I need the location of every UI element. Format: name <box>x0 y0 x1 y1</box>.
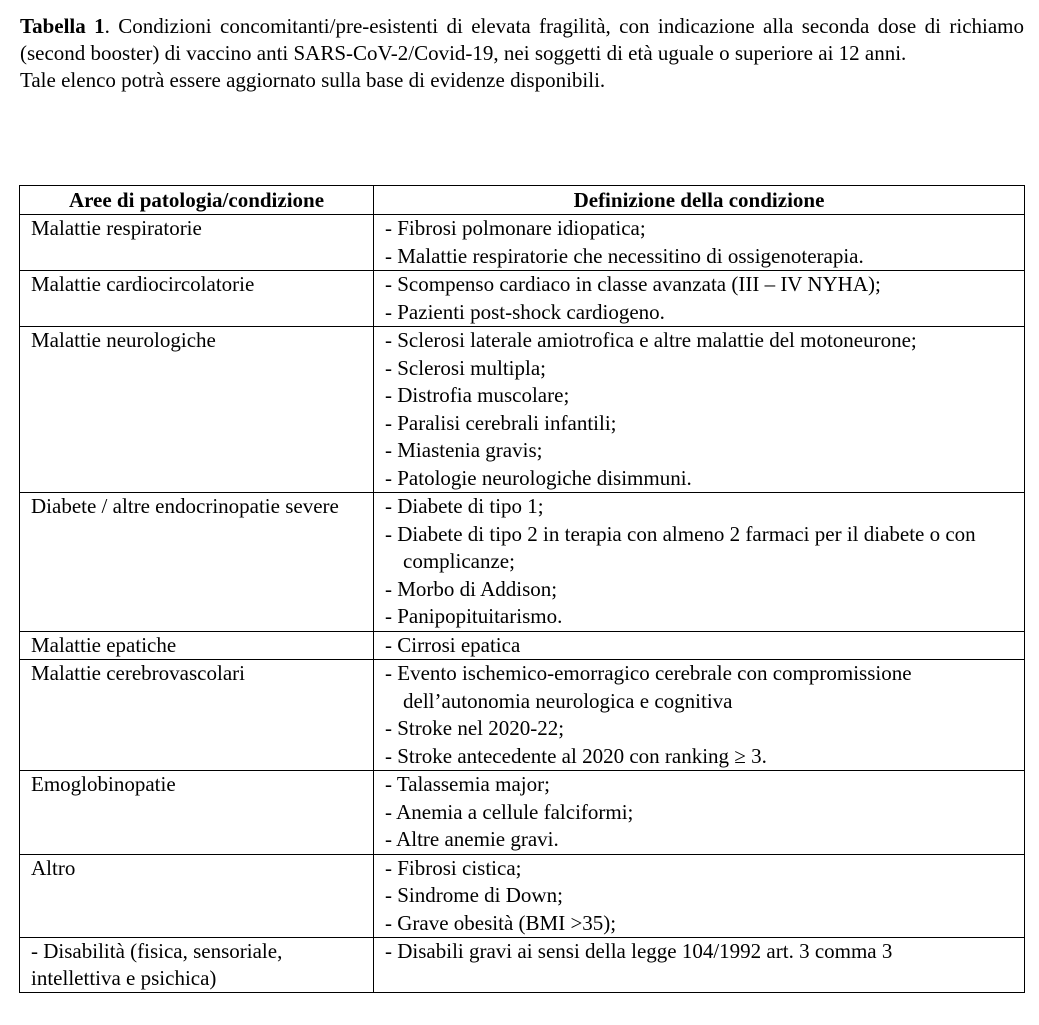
condition-definition-cell <box>374 215 1025 271</box>
definition-item: - Stroke antecedente al 2020 con ranking ≥ 3. <box>385 743 767 768</box>
definition-item: - Anemia a cellule falciformi; <box>385 799 634 824</box>
table-row <box>20 493 1025 632</box>
table-caption-label: Tabella 1 <box>20 14 105 38</box>
definition-item: - Distrofia muscolare; <box>385 383 570 407</box>
condition-definition-cell <box>374 327 1025 493</box>
table-row <box>20 938 1025 993</box>
definition-item: - Paralisi cerebrali infantili; <box>385 410 617 435</box>
condition-definition-cell <box>374 493 1025 632</box>
table-row <box>20 771 1025 855</box>
definition-item: - Sclerosi laterale amiotrofica e altre malattie del motoneurone; <box>385 328 917 352</box>
definition-item: - Evento ischemico-emorragico cerebrale con compromissione dell’autonomia neurologica e cognitiva <box>385 661 912 713</box>
definition-item: - Diabete di tipo 2 in terapia con almeno 2 farmaci per il diabete o con complicanze; <box>385 521 976 573</box>
definition-item: - Cirrosi epatica <box>385 632 521 657</box>
condition-definition-cell <box>374 660 1025 771</box>
table-row <box>20 631 1025 660</box>
definition-item: - Stroke nel 2020-22; <box>385 716 565 740</box>
definition-item: - Sclerosi multipla; <box>385 355 546 380</box>
condition-area-cell: Altro <box>20 854 374 938</box>
table-caption-note: Tale elenco potrà essere aggiornato sulla base di evidenze disponibili. <box>20 68 606 92</box>
header-definition: Definizione della condizione <box>374 186 1025 215</box>
definition-item: - Patologie neurologiche disimmuni. <box>385 465 692 490</box>
condition-definition-cell <box>374 631 1025 660</box>
condition-area-cell: Malattie epatiche <box>20 631 374 660</box>
definition-item: - Diabete di tipo 1; <box>385 494 544 518</box>
condition-area-cell: Malattie respiratorie <box>20 215 374 271</box>
table-row <box>20 660 1025 771</box>
conditions-table <box>19 185 1025 993</box>
condition-area-cell: Diabete / altre endocrinopatie severe <box>20 493 374 632</box>
definition-item: - Fibrosi polmonare idiopatica; <box>385 216 646 240</box>
definition-item: - Malattie respiratorie che necessitino di ossigenoterapia. <box>385 243 864 268</box>
table-header-row <box>20 186 1025 215</box>
condition-definition-cell <box>374 771 1025 855</box>
condition-definition-cell <box>374 854 1025 938</box>
definition-item: - Pazienti post-shock cardiogeno. <box>385 299 665 324</box>
condition-area-cell: Malattie cardiocircolatorie <box>20 271 374 327</box>
table-row <box>20 327 1025 493</box>
definition-item: - Panipopituitarismo. <box>385 604 563 628</box>
definition-item: - Talassemia major; <box>385 772 550 796</box>
table-caption-text: . Condizioni concomitanti/pre-esistenti di elevata fragilità, con indicazione alla seconda dose di richiamo (second booster) di vaccino anti SARS-CoV-2/Covid-19, nei soggetti di età uguale o superiore ai 12 anni. <box>20 14 1025 65</box>
definition-item: - Sindrome di Down; <box>385 883 563 907</box>
definition-item: - Altre anemie gravi. <box>385 827 559 851</box>
condition-area-cell: - Disabilità (fisica, sensoriale, intellettiva e psichica) <box>20 938 374 993</box>
definition-item: - Miastenia gravis; <box>385 438 543 462</box>
condition-area-cell: Malattie cerebrovascolari <box>20 660 374 771</box>
definition-item: - Scompenso cardiaco in classe avanzata (III – IV NYHA); <box>385 272 881 296</box>
table-row <box>20 854 1025 938</box>
definition-item: - Disabili gravi ai sensi della legge 104/1992 art. 3 comma 3 <box>385 939 893 963</box>
condition-definition-cell <box>374 271 1025 327</box>
definition-item: - Grave obesità (BMI >35); <box>385 910 617 935</box>
conditions-table-wrapper <box>19 185 1025 993</box>
definition-item: - Fibrosi cistica; <box>385 855 522 880</box>
definition-item: - Morbo di Addison; <box>385 576 558 601</box>
table-row <box>20 215 1025 271</box>
condition-area-cell: Emoglobinopatie <box>20 771 374 855</box>
table-body <box>20 215 1025 993</box>
header-area: Aree di patologia/condizione <box>20 186 374 215</box>
condition-definition-cell <box>374 938 1025 993</box>
table-caption <box>20 13 1024 94</box>
condition-area-cell: Malattie neurologiche <box>20 327 374 493</box>
table-row <box>20 271 1025 327</box>
